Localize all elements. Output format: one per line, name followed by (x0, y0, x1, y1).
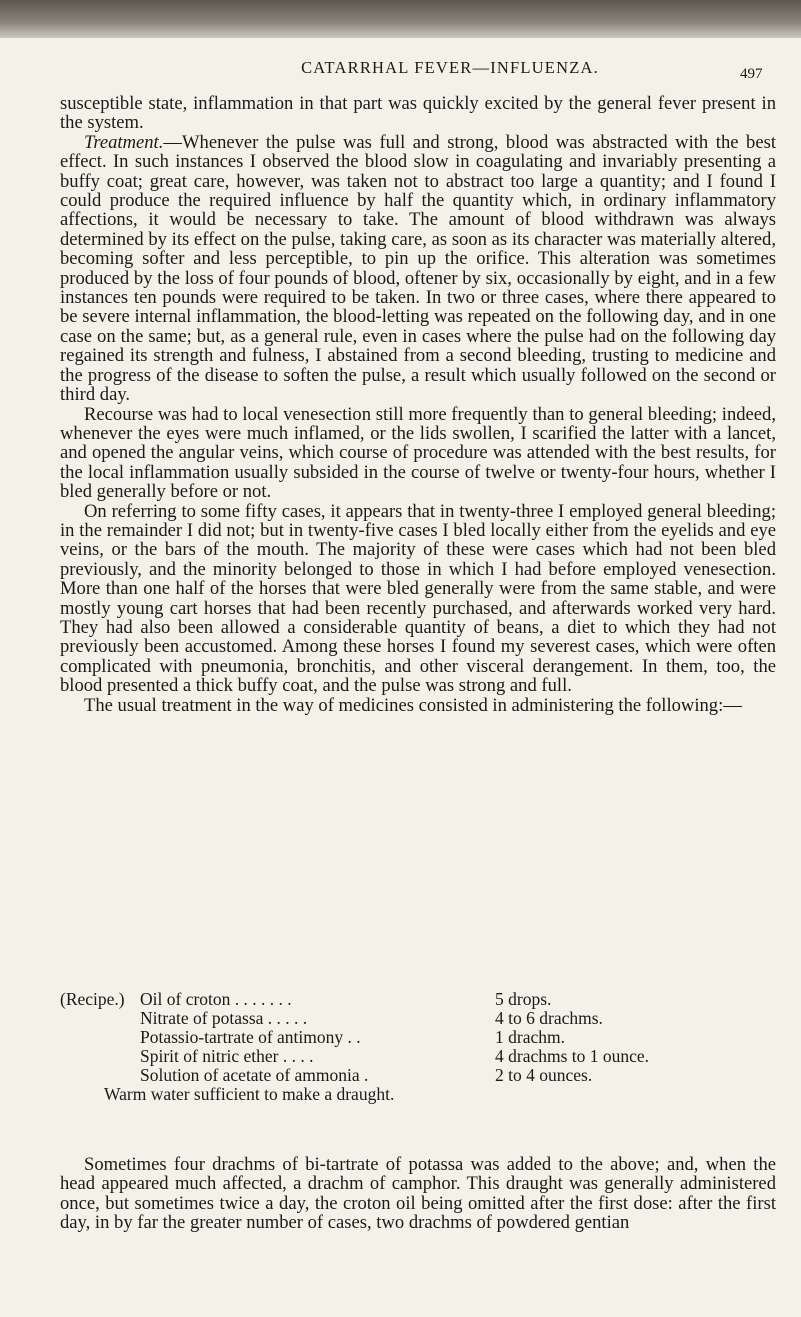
continued-text (60, 1155, 776, 1233)
recipe-row (60, 1047, 776, 1066)
recipe-row (60, 990, 776, 1009)
recipe-ingredient: Solution of acetate of ammonia . (140, 1065, 369, 1085)
recipe-quantity: 5 drops. (495, 989, 552, 1009)
main-text (60, 94, 776, 715)
recipe-ingredient: Potassio-tartrate of antimony . . (140, 1027, 361, 1047)
recipe-block (60, 990, 776, 1104)
recipe-quantity: 1 drachm. (495, 1027, 565, 1047)
recipe-row (60, 1028, 776, 1047)
running-title: CATARRHAL FEVER—INFLUENZA. (301, 58, 599, 77)
recipe-quantity: 4 to 6 drachms. (495, 1008, 603, 1028)
paragraph-local-venesection: Recourse was had to local venesection still more frequently than to general bleeding; indeed, whenever the eyes were much inflamed, or the lids swollen, I scarified the latter with a lancet, and opened the angular veins, which course of procedure was attended with the best results, for the local inflammation usually subsided in the course of twelve or twenty-four hours, whether I bled generally before or not. (60, 403, 776, 503)
paragraph-cases: On referring to some fifty cases, it appears that in twenty-three I employed general bleeding; in the remainder I did not; but in twenty-five cases I bled locally either from the eyelids and eye veins, or the bars of the mouth. The majority of these were cases which had not been bled previously, and the minority belonged to those in which I had before employed venesection. More than one half of the horses that were bled generally were from the same stable, and were mostly young cart horses that had been recently purchased, and afterwards worked very hard. They had also been allowed a considerable quantity of beans, a diet to which they had not previously been accustomed. Among these horses I found my severest cases, which were often complicated with pneumonia, bronchitis, and other visceral derangement. In them, too, the blood presented a thick buffy coat, and the pulse was strong and full. (60, 500, 776, 697)
page-number: 497 (740, 66, 763, 82)
recipe-row (60, 1009, 776, 1028)
recipe-ingredient: Spirit of nitric ether . . . . (140, 1046, 314, 1066)
recipe-quantity: 2 to 4 ounces. (495, 1065, 593, 1085)
paragraph-treatment (60, 133, 776, 405)
recipe-label: (Recipe.) (60, 989, 125, 1009)
treatment-text: —Whenever the pulse was full and strong, blood was abstracted with the best effect. In such instances I observed the blood slow in coagulating and invariably presenting a buffy coat; great care, however, was taken not to abstract too large a quantity; and I found I could produce the required influence by half the quantity which, in ordinary inflammatory affections, it would be necessary to take. The amount of blood withdrawn was always determined by its effect on the pulse, taking care, as soon as its character was materially altered, becoming softer and less perceptible, to pin up the orifice. This alteration was sometimes produced by the loss of four pounds of blood, oftener by six, occasionally by eight, and in a few instances ten pounds were required to be taken. In two or three cases, where there appeared to be severe internal inflammation, the blood-letting was repeated on the following day, and in one case on the same; but, as a general rule, even in cases where the pulse had on the following day regained its strength and fulness, I abstained from a second bleeding, trusting to medicine and the progress of the disease to soften the pulse, a result which usually followed on the second or third day. (60, 131, 776, 406)
recipe-closing: Warm water sufficient to make a draught. (104, 1084, 395, 1104)
paragraph-medicines: The usual treatment in the way of medicines consisted in administering the following:— (84, 694, 742, 716)
recipe-ingredient: Oil of croton . . . . . . . (140, 989, 292, 1009)
scan-edge-shadow (0, 0, 801, 38)
paragraph-additions: Sometimes four drachms of bi-tartrate of potassa was added to the above; and, when the head appeared much affected, a drachm of camphor. This draught was generally administered once, but sometimes twice a day, the croton oil being omitted after the first dose: after the first day, in by far the greater number of cases, two drachms of powdered gentian (60, 1154, 776, 1234)
recipe-row (60, 1066, 776, 1085)
treatment-heading: Treatment. (84, 131, 164, 153)
recipe-quantity: 4 drachms to 1 ounce. (495, 1046, 650, 1066)
paragraph-1: susceptible state, inflammation in that part was quickly excited by the general fever present in the system. (60, 93, 776, 134)
recipe-ingredient: Nitrate of potassa . . . . . (140, 1008, 308, 1028)
